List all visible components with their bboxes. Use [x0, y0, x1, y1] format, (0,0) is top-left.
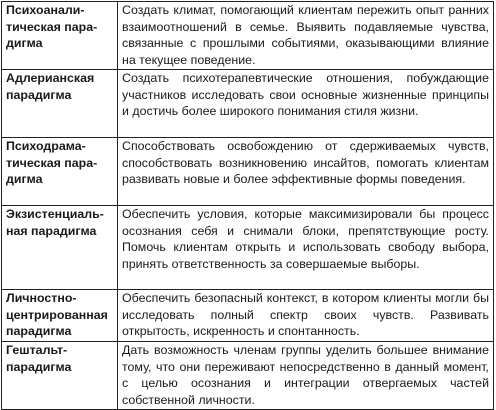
paradigm-name: Гештальт-парадигма	[2, 342, 118, 410]
paradigm-name: Личностно-центрированная парадигма	[2, 290, 118, 342]
paradigm-name: Психоаналитическая парадигма	[2, 2, 118, 70]
table-row	[2, 138, 494, 206]
paradigm-goal: Обеспечить безопасный контекст, в котором клиенты могли бы исследовать полный спектр своих чувств. Развивать открытость, искренность и спонтанность.	[118, 290, 494, 342]
table-row	[2, 290, 494, 342]
table-row	[2, 2, 494, 70]
paradigm-name: Адлерианская парадигма	[2, 70, 118, 138]
paradigm-goal: Дать возможность членам группы уделить большее внимание тому, что они переживают непосредственно в данный момент, с целью осознания и интеграции отвергаемых частей собственной личности.	[118, 342, 494, 410]
paradigm-goal: Обеспечить условия, которые максимизировали бы процесс осознания себя и снимали блоки, препятствующие росту. Помочь клиентам открыть и использовать свободу выбора, принять ответственность за совершаемые выборы.	[118, 206, 494, 290]
table-row	[2, 206, 494, 290]
paradigm-goal: Создать психотерапевтические отношения, побуждающие участников исследовать свои основные жизненные принципы и достичь более широкого понимания стиля жизни.	[118, 70, 494, 138]
paradigm-name: Психодраматическая парадигма	[2, 138, 118, 206]
table-row	[2, 70, 494, 138]
table-row	[2, 342, 494, 410]
paradigm-name: Экзистенциальная парадигма	[2, 206, 118, 290]
paradigm-goal: Способствовать освобождению от сдерживаемых чувств, способствовать возникновению инсайтов, помогать клиентам развивать новые и более эффективные формы поведения.	[118, 138, 494, 206]
paradigms-table	[1, 1, 494, 410]
paradigm-goal: Создать климат, помогающий клиентам пережить опыт ранних взаимоотношений в семье. Выявить подавляемые чувства, связанные с прошлыми событиями, оказывающими влияние на текущее поведение.	[118, 2, 494, 70]
